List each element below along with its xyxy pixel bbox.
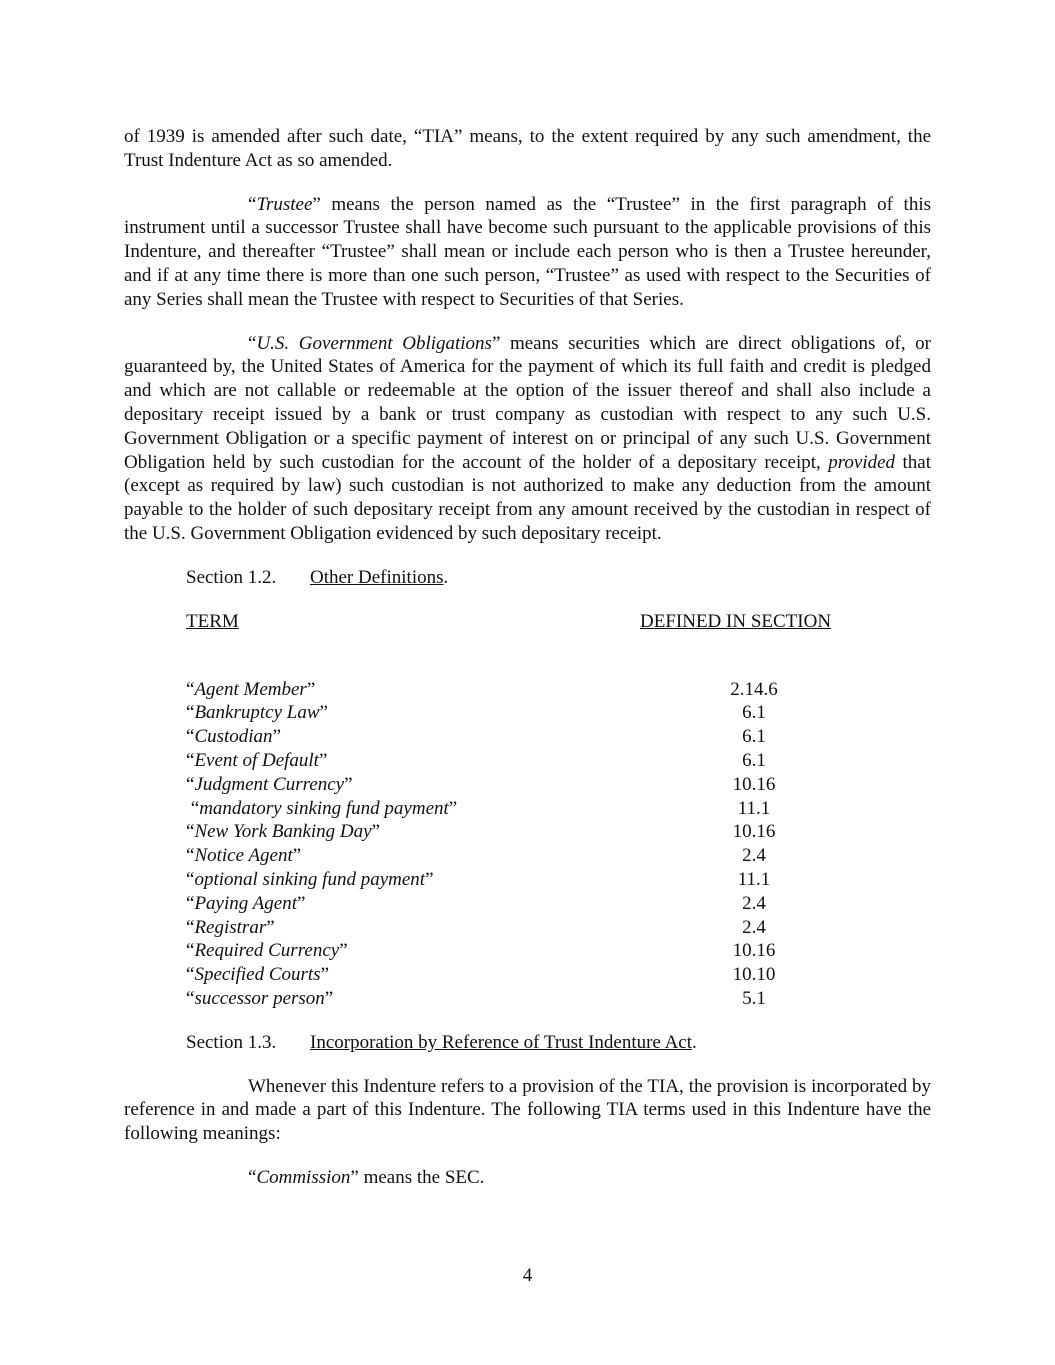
term-cell: “Bankruptcy Law” (186, 702, 328, 724)
term-cell: “Required Currency” (186, 940, 348, 962)
section-title: Incorporation by Reference of Trust Indenture Act (310, 1031, 693, 1053)
term-cell: “Judgment Currency” (186, 773, 353, 795)
table-row (124, 892, 931, 916)
term-cell: “Notice Agent” (186, 845, 302, 867)
table-row (124, 797, 931, 821)
defined-term: Judgment Currency (194, 773, 345, 795)
table-row (124, 749, 931, 773)
section-reference-cell: 6.1 (742, 749, 766, 771)
column-header-defined-in-section: DEFINED IN SECTION (640, 610, 832, 632)
definitions-table (124, 678, 931, 1011)
column-header-term: TERM (186, 610, 239, 632)
provided-emphasis: provided (828, 451, 896, 473)
defined-term: New York Banking Day (194, 821, 372, 843)
section-number: Section 1.3. (186, 1031, 277, 1053)
defined-term: Custodian (194, 726, 273, 748)
paragraph-commission-definition: “Commission” means the SEC. (248, 1166, 485, 1188)
term-cell: “Custodian” (186, 726, 281, 748)
document-page (124, 125, 931, 1190)
section-reference-cell: 11.1 (737, 868, 771, 890)
section-reference-cell: 2.4 (742, 916, 766, 938)
table-row (124, 987, 931, 1011)
table-row (124, 773, 931, 797)
section-reference-cell: 10.16 (732, 773, 776, 795)
defined-term: Notice Agent (194, 845, 293, 867)
defined-term: Required Currency (194, 940, 340, 962)
defined-term: Registrar (194, 916, 267, 938)
term-cell: “mandatory sinking fund payment” (190, 797, 458, 819)
section-number: Section 1.2. (186, 566, 277, 588)
defined-term: Agent Member (194, 678, 307, 700)
section-1-3-heading: Section 1.3. Incorporation by Reference of Trust Indenture Act. (186, 1031, 697, 1053)
section-reference-cell: 2.4 (742, 892, 766, 914)
table-row (124, 678, 931, 702)
term-cell: “Registrar” (186, 916, 275, 938)
table-row (124, 844, 931, 868)
term-cell: “Specified Courts” (186, 964, 330, 986)
section-reference-cell: 2.4 (742, 845, 766, 867)
paragraph-us-government-obligations: “U.S. Government Obligations” means securities which are direct obligations of, or guaranteed by, the United States of America for the payment of which its full faith and credit is pledged and which are not callable or redeemable at the option of the issuer thereof and shall also include a depositary receipt issued by a bank or trust company as custodian with respect to any such U.S. Government Obligation or a specific payment of interest on or principal of any such U.S. Government Obligation held by such custodian for the account of the holder of a depositary receipt, provided that (except as required by law) such custodian is not authorized to make any deduction from the amount payable to the holder of such depositary receipt from any amount received by the custodian in respect of the U.S. Government Obligation evidenced by such depositary receipt. (124, 332, 931, 544)
defined-term-us-government-obligations: U.S. Government Obligations (256, 332, 492, 354)
section-reference-cell: 6.1 (742, 726, 766, 748)
section-reference-cell: 2.14.6 (730, 678, 778, 700)
section-reference-cell: 10.10 (732, 964, 776, 986)
defined-term: optional sinking fund payment (194, 868, 426, 890)
table-row (124, 939, 931, 963)
defined-term: Specified Courts (194, 964, 321, 986)
paragraph-whenever: Whenever this Indenture refers to a provision of the TIA, the provision is incorporated by reference in and made a part of this Indenture. The following TIA terms used in this Indenture have the following meanings: (124, 1075, 931, 1145)
term-cell: “Event of Default” (186, 749, 328, 771)
table-row (124, 725, 931, 749)
table-row (124, 868, 931, 892)
paragraph-trustee-definition: “Trustee” means the person named as the “Trustee” in the first paragraph of this instrument until a successor Trustee shall have become such pursuant to the applicable provisions of this Indenture, and thereafter “Trustee” shall mean or include each person who is then a Trustee hereunder, and if at any time there is more than one such person, “Trustee” as used with respect to the Securities of any Series shall mean the Trustee with respect to Securities of that Series. (124, 193, 931, 310)
defined-term: Paying Agent (194, 892, 297, 914)
defined-term-trustee: Trustee (256, 193, 313, 215)
defined-term: Bankruptcy Law (194, 702, 320, 724)
section-reference-cell: 5.1 (742, 987, 766, 1009)
defined-term: mandatory sinking fund payment (199, 797, 449, 819)
paragraph-tia-continuation: of 1939 is amended after such date, “TIA” means, to the extent required by any such amendment, the Trust Indenture Act as so amended. (124, 126, 931, 171)
page-number: 4 (522, 1265, 533, 1286)
section-reference-cell: 11.1 (737, 797, 771, 819)
term-cell: “Paying Agent” (186, 892, 306, 914)
table-row (124, 701, 931, 725)
term-cell: “optional sinking fund payment” (186, 868, 434, 890)
term-cell: “New York Banking Day” (186, 821, 381, 843)
section-reference-cell: 6.1 (742, 702, 766, 724)
table-row (124, 963, 931, 987)
term-cell: “Agent Member” (186, 678, 316, 700)
section-reference-cell: 10.16 (732, 940, 776, 962)
defined-term-commission: Commission (256, 1166, 351, 1188)
defined-term: Event of Default (194, 749, 319, 771)
table-row (124, 916, 931, 940)
section-1-2-heading: Section 1.2. Other Definitions. (186, 566, 449, 588)
defined-term: successor person (194, 987, 325, 1009)
definitions-table-header (124, 610, 931, 634)
section-reference-cell: 10.16 (732, 821, 776, 843)
term-cell: “successor person” (186, 987, 334, 1009)
table-row (124, 820, 931, 844)
section-title: Other Definitions (310, 566, 444, 588)
